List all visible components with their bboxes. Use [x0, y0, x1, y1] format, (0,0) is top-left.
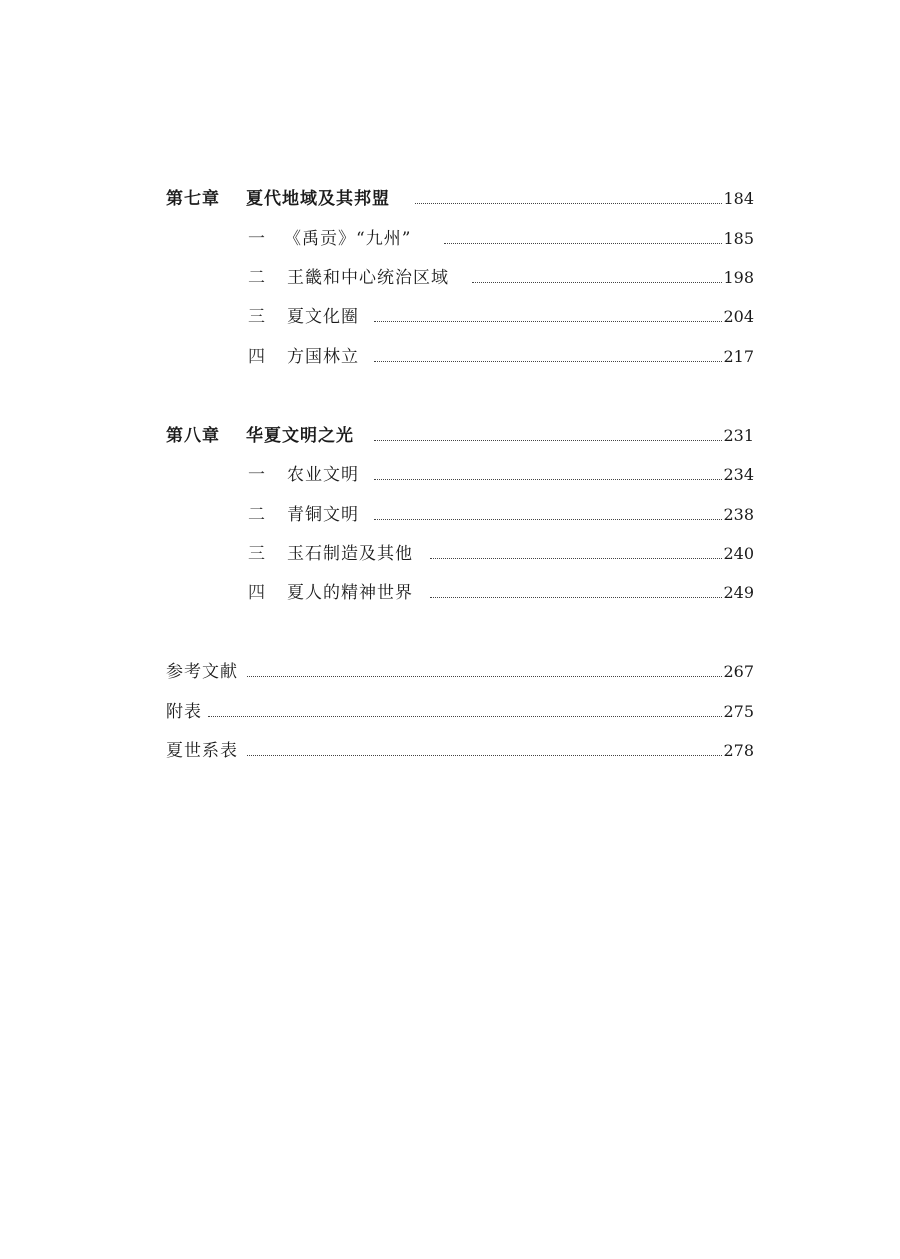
dot-leader: [247, 747, 722, 756]
section-row: [0, 578, 900, 608]
page-number: 275: [723, 702, 754, 721]
dot-leader: [247, 668, 722, 677]
chapter-label: 第七章: [166, 189, 220, 209]
chapter-7-heading: [0, 184, 900, 214]
section-number: 三: [248, 307, 265, 327]
section-title: 夏人的精神世界: [287, 583, 413, 603]
page-number: 217: [723, 347, 754, 366]
section-title: 农业文明: [287, 465, 359, 485]
section-row: [0, 224, 900, 254]
page-number: 267: [723, 662, 754, 681]
section-number: 四: [248, 583, 265, 603]
appendix-row: [0, 657, 900, 687]
dot-leader: [374, 353, 722, 362]
dot-leader: [472, 274, 722, 283]
page-number: 198: [723, 268, 754, 287]
chapter-title: 华夏文明之光: [246, 426, 354, 446]
section-number: 三: [248, 544, 265, 564]
page-number: 278: [723, 741, 754, 760]
page-number: 238: [723, 505, 754, 524]
section-title: 夏文化圈: [287, 307, 359, 327]
section-number: 二: [248, 505, 265, 525]
page-number: 249: [723, 583, 754, 602]
section-title: 玉石制造及其他: [287, 544, 413, 564]
chapter-8-heading: [0, 421, 900, 451]
appendix-title: 附表: [166, 702, 202, 722]
section-row: [0, 500, 900, 530]
section-number: 一: [248, 465, 265, 485]
dot-leader: [374, 471, 722, 480]
section-title: 青铜文明: [287, 505, 359, 525]
appendix-row: [0, 697, 900, 727]
appendix-title: 参考文献: [166, 662, 238, 682]
section-title: 《禹贡》“九州”: [284, 229, 412, 249]
page-number: 184: [723, 189, 754, 208]
dot-leader: [374, 313, 722, 322]
section-number: 四: [248, 347, 265, 367]
section-row: [0, 302, 900, 332]
dot-leader: [374, 511, 722, 520]
dot-leader: [208, 708, 722, 717]
chapter-label: 第八章: [166, 426, 220, 446]
appendix-title: 夏世系表: [166, 741, 238, 761]
page-number: 240: [723, 544, 754, 563]
page-number: 185: [723, 229, 754, 248]
appendix-row: [0, 736, 900, 766]
section-row: [0, 263, 900, 293]
page-number: 231: [723, 426, 754, 445]
page-number: 204: [723, 307, 754, 326]
section-title: 王畿和中心统治区域: [287, 268, 449, 288]
dot-leader: [430, 550, 722, 559]
dot-leader: [430, 589, 722, 598]
page-number: 234: [723, 465, 754, 484]
section-row: [0, 342, 900, 372]
section-title: 方国林立: [287, 347, 359, 367]
chapter-title: 夏代地域及其邦盟: [246, 189, 390, 209]
section-number: 一: [248, 229, 265, 249]
dot-leader: [415, 195, 722, 204]
section-number: 二: [248, 268, 265, 288]
dot-leader: [444, 235, 722, 244]
section-row: [0, 460, 900, 490]
section-row: [0, 539, 900, 569]
dot-leader: [374, 432, 722, 441]
